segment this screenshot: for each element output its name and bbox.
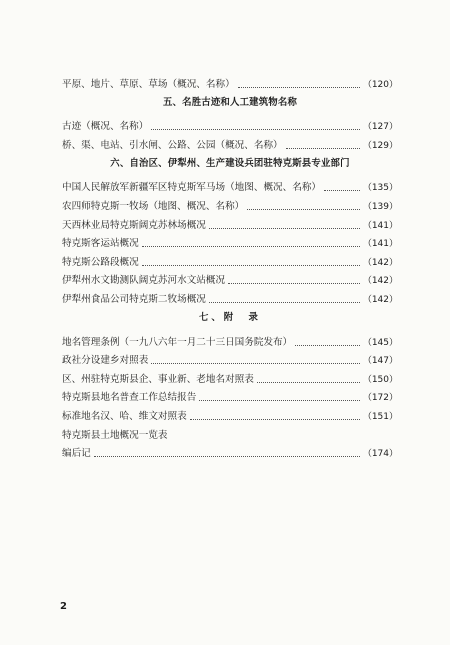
toc-entry-title: 农四师特克斯一牧场（地图、概况、名称） — [62, 200, 245, 212]
toc-entry[interactable] — [62, 115, 398, 134]
dot-leader — [94, 456, 360, 457]
dot-leader — [209, 302, 360, 303]
toc-entry-title: 特克斯县土地概况一览表 — [62, 429, 168, 441]
toc-entry[interactable] — [62, 194, 398, 213]
toc-entry[interactable] — [62, 250, 398, 269]
toc-entry-page: （142） — [362, 294, 398, 305]
toc-entry-title: 平原、地片、草原、草场（概况、名称） — [62, 78, 235, 90]
toc-entry-title: 区、州驻特克斯县企、事业新、老地名对照表 — [62, 373, 254, 385]
toc-entry-page: （145） — [362, 337, 398, 348]
dot-leader — [228, 283, 360, 284]
dot-leader — [190, 419, 360, 420]
toc-entry-page: （172） — [362, 393, 398, 404]
toc-entry-title: 特克斯县地名普查工作总结报告 — [62, 392, 197, 404]
toc-entry-title: 特克斯公路段概况 — [62, 256, 139, 268]
toc-entry[interactable] — [62, 72, 398, 91]
dot-leader — [142, 246, 360, 247]
toc-entry-page: （142） — [362, 257, 398, 268]
toc-entry-title: 地名管理条例（一九八六年一月二十三日国务院发布） — [62, 336, 293, 348]
section-heading: 五、名胜古迹和人工建筑物名称 — [162, 96, 298, 108]
dot-leader — [151, 363, 359, 364]
dot-leader — [247, 209, 360, 210]
toc-entry[interactable] — [62, 423, 398, 442]
toc-entry-page: （129） — [362, 140, 398, 151]
toc-entry-page: （139） — [362, 201, 398, 212]
toc-entry[interactable] — [62, 287, 398, 306]
toc-entry-page: （120） — [362, 79, 398, 90]
page-number: 2 — [60, 601, 67, 612]
toc-entry[interactable] — [62, 213, 398, 232]
table-of-contents — [62, 72, 398, 460]
toc-entry[interactable] — [62, 404, 398, 423]
toc-entry-title: 古迹（概况、名称） — [62, 121, 149, 133]
dot-leader — [324, 190, 360, 191]
toc-entry-page: （127） — [362, 122, 398, 133]
dot-leader — [199, 400, 360, 401]
toc-entry-title: 政社分设建乡对照表 — [62, 355, 149, 367]
toc-entry[interactable] — [62, 330, 398, 349]
dot-leader — [295, 345, 360, 346]
dot-leader — [142, 265, 360, 266]
toc-entry[interactable] — [62, 269, 398, 288]
toc-entry-page: （142） — [362, 276, 398, 287]
toc-entry-page: （141） — [362, 220, 398, 231]
dot-leader — [209, 228, 360, 229]
toc-entry-page: （141） — [362, 239, 398, 250]
section-heading: 七、附 录 — [199, 311, 261, 323]
toc-entry-title: 天西林业局特克斯阔克苏林场概况 — [62, 219, 206, 231]
section-heading: 六、自治区、伊犁州、生产建设兵团驻特克斯县专业部门 — [110, 157, 350, 169]
toc-entry-title: 特克斯客运站概况 — [62, 238, 139, 250]
toc-entry-title: 桥、渠、电站、引水闸、公路、公园（概况、名称） — [62, 139, 283, 151]
toc-entry-page: （150） — [362, 374, 398, 385]
toc-entry-title: 中国人民解放军新疆军区特克斯军马场（地图、概况、名称） — [62, 182, 322, 194]
dot-leader — [286, 148, 360, 149]
dot-leader — [238, 87, 360, 88]
toc-entry-page: （135） — [362, 183, 398, 194]
toc-entry-page: （151） — [362, 411, 398, 422]
toc-entry-title: 伊犁州食品公司特克斯二牧场概况 — [62, 293, 206, 305]
toc-entry[interactable] — [62, 367, 398, 386]
toc-entry[interactable] — [62, 232, 398, 251]
toc-entry[interactable] — [62, 442, 398, 461]
toc-entry-title: 编后记 — [62, 448, 91, 460]
dot-leader — [151, 129, 359, 130]
toc-entry-page: （174） — [362, 449, 398, 460]
toc-entry-title: 标准地名汉、哈、维文对照表 — [62, 410, 187, 422]
toc-entry[interactable] — [62, 349, 398, 368]
toc-entry-page: （147） — [362, 356, 398, 367]
toc-entry[interactable] — [62, 176, 398, 195]
toc-entry-title: 伊犁州水文勘测队阔克苏河水文站概况 — [62, 275, 226, 287]
toc-entry[interactable] — [62, 386, 398, 405]
toc-entry[interactable] — [62, 133, 398, 152]
dot-leader — [257, 382, 360, 383]
